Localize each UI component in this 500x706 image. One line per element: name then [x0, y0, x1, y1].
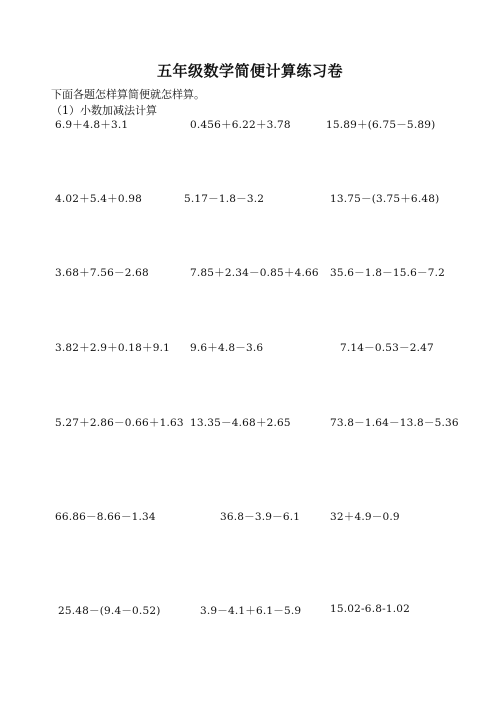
problem-r4-c1: 3.82＋2.9＋0.18＋9.1	[55, 342, 171, 354]
problem-r1-c3: 15.89＋(6.75－5.89)	[326, 119, 436, 131]
problem-r1-c2: 0.456＋6.22＋3.78	[190, 119, 291, 131]
problem-r6-c1: 66.86－8.66－1.34	[55, 511, 156, 523]
section-heading: （1）小数加减法计算	[51, 104, 157, 117]
problem-r5-c2: 13.35－4.68＋2.65	[190, 417, 291, 429]
problem-r1-c1: 6.9＋4.8＋3.1	[55, 119, 129, 131]
worksheet-title: 五年级数学简便计算练习卷	[156, 62, 343, 80]
problem-r5-c1: 5.27＋2.86－0.66＋1.63	[55, 417, 184, 429]
problem-r6-c2: 36.8－3.9－6.1	[220, 511, 301, 523]
problem-r2-c1: 4.02＋5.4＋0.98	[55, 193, 143, 205]
problem-r4-c2: 9.6＋4.8－3.6	[190, 342, 264, 354]
instruction-text: 下面各题怎样算简便就怎样算。	[51, 88, 205, 101]
problem-r7-c2: 3.9－4.1＋6.1－5.9	[200, 605, 302, 617]
problem-r3-c1: 3.68＋7.56－2.68	[55, 267, 149, 279]
problem-r5-c3: 73.8－1.64－13.8－5.36	[330, 417, 459, 429]
problem-r3-c3: 35.6－1.8－15.6－7.2	[330, 267, 446, 279]
problem-r7-c1: 25.48－(9.4－0.52)	[58, 605, 161, 617]
problem-r3-c2: 7.85＋2.34－0.85＋4.66	[190, 267, 319, 279]
problem-r6-c3: 32＋4.9－0.9	[330, 511, 400, 523]
problem-r4-c3: 7.14－0.53－2.47	[340, 342, 434, 354]
problem-r7-c3: 15.02-6.8-1.02	[330, 603, 411, 615]
problem-r2-c2: 5.17－1.8－3.2	[184, 193, 265, 205]
problem-r2-c3: 13.75－(3.75＋6.48)	[330, 193, 440, 205]
